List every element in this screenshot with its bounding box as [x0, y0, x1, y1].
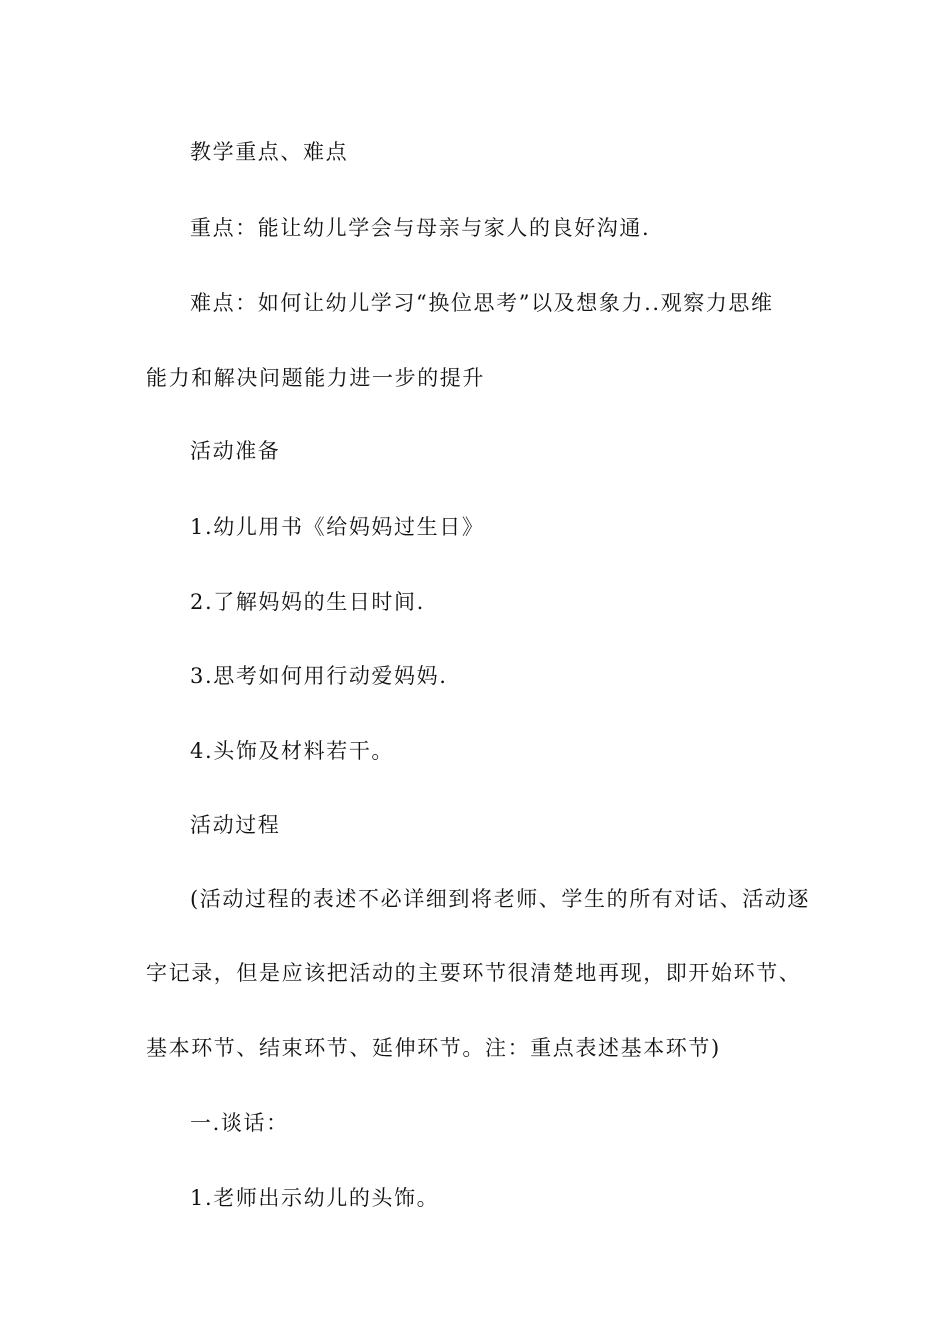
paragraph-key-point: 重点：能让幼儿学会与母亲与家人的良好沟通.	[190, 216, 651, 240]
list-item-preparation-3: 3.思考如何用行动爱妈妈.	[190, 664, 448, 688]
paragraph-difficulty: 难点：如何让幼儿学习“换位思考”以及想象力..观察力思维	[190, 291, 774, 315]
paragraph-process-note-line-2: 字记录，但是应该把活动的主要环节很清楚地再现，即开始环节、	[146, 961, 802, 985]
list-item-preparation-2: 2.了解妈妈的生日时间.	[190, 590, 425, 614]
paragraph-process-note: (活动过程的表述不必详细到将老师、学生的所有对话、活动逐	[190, 887, 810, 911]
heading-activity-preparation: 活动准备	[190, 439, 281, 463]
list-item-conversation-1: 1.老师出示幼儿的头饰。	[190, 1186, 440, 1210]
list-item-preparation-1: 1.幼儿用书《给妈妈过生日》	[190, 515, 485, 539]
section-heading-conversation: 一.谈话：	[190, 1111, 289, 1135]
paragraph-process-note-line-3: 基本环节、结束环节、延伸环节。注：重点表述基本环节)	[146, 1036, 721, 1060]
heading-teaching-focus: 教学重点、难点	[190, 140, 349, 164]
paragraph-difficulty-continued: 能力和解决问题能力进一步的提升	[146, 366, 485, 390]
list-item-preparation-4: 4.头饰及材料若干。	[190, 739, 395, 763]
heading-activity-process: 活动过程	[190, 813, 281, 837]
